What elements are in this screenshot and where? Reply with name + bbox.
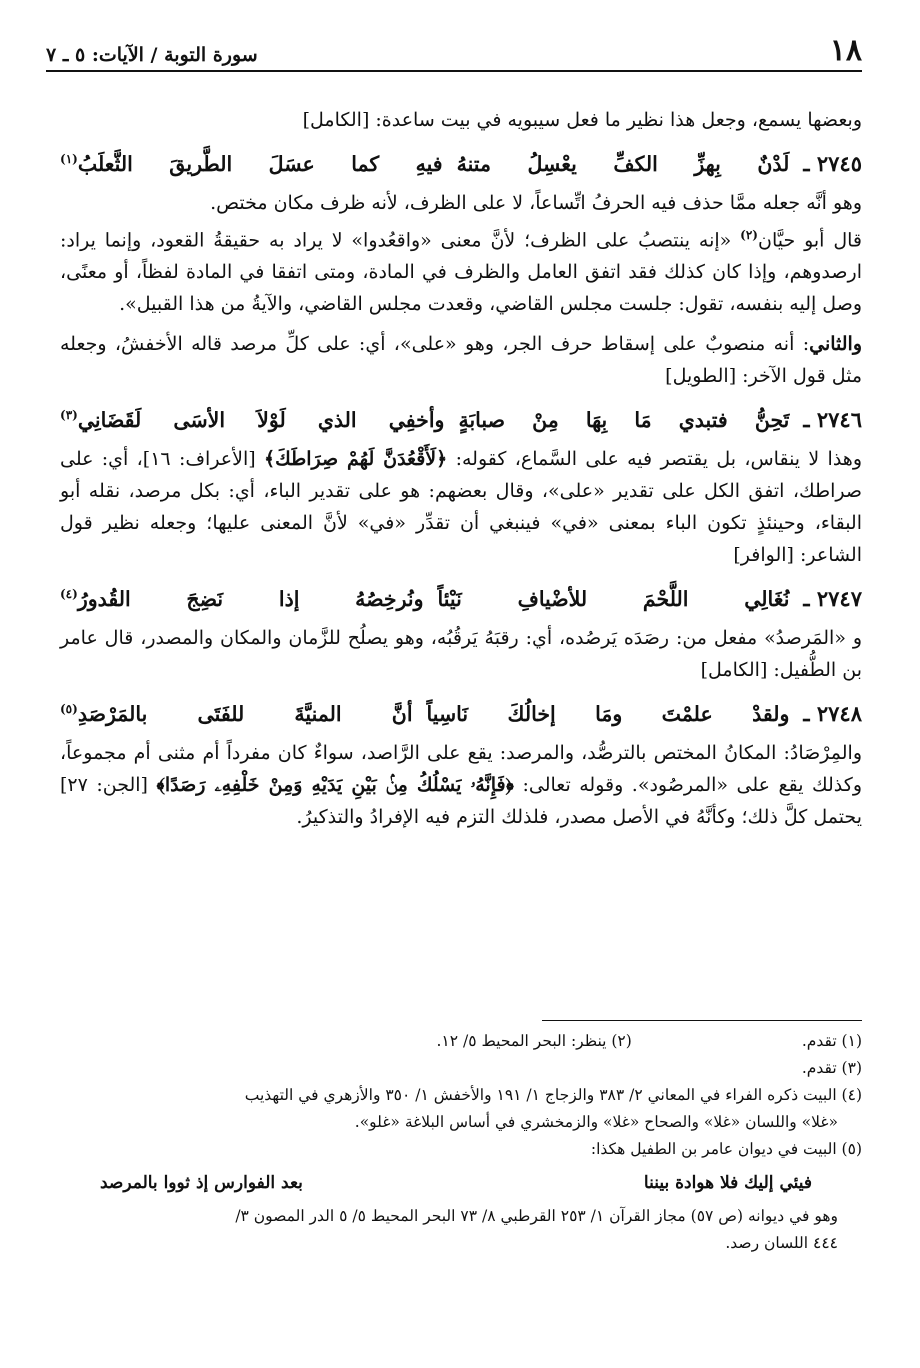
main-text [60, 104, 862, 833]
verse-second-hemistich: فيهِ كما عسَلَ الطَّريقَ الثَّعلَبُ$^{(١)}$ [60, 151, 443, 176]
paragraph: والمِرْصَادُ: المكانُ المختص بالترصُّد، والمرصد: يقع على الرَّاصد، سواءٌ كان مفرداً أم مثنى أم مجموعاً، وكذلك يقع على «المرصُود». وقوله تعالى: ﴿فَإِنَّهُۥ يَسْلُكُ مِنۢ بَيْنِ يَدَيْهِ وَمِنْ خَلْفِهِۦ رَصَدًا﴾ [الجن: ٢٧] يحتمل كلَّ ذلك؛ وكأنَّهُ في الأصل مصدر، فلذلك التزم فيه الإفرادُ والتذكيرُ. [60, 741, 862, 828]
verse-first-hemistich: نُغَالِي اللَّحْمَ للأضْيافِ نَيْئاً [437, 586, 790, 611]
verse-2745 [60, 136, 862, 187]
footnote-verse-second: بعد الفوارس إذ ثووا بالمرصد [100, 1173, 303, 1193]
verse-first-hemistich: لَدْنٌ بِهزِّ الكفِّ يعْسِلُ متنهُ [456, 151, 790, 176]
footnotes [60, 1028, 862, 1257]
footnote-4-continued: «غلا» واللسان «غلا» والصحاح «غلا» والزمخشري في أساس البلاغة «غلو». [354, 1113, 838, 1131]
verse-number: ٢٧٤٦ ـ [803, 406, 862, 432]
paragraph: و «المَرصدُ» مفعل من: رصَدَه يَرصُده، أي: رقبَهُ يَرقُبُه، وهو يصلُح للزَّمان والمكان والمصدر، قال عامر بن الطُّفيل: [الكامل] [60, 626, 862, 681]
verse-2746 [60, 392, 862, 443]
footnote-3: (٣) تقدم. [801, 1059, 862, 1077]
footnote-ref: (١) [60, 152, 78, 166]
page-number: ١٨ [829, 33, 862, 68]
footnote-2: (٢) ينظر: البحر المحيط ٥/ ١٢. [436, 1032, 632, 1050]
verse-second-hemistich: أنَّ المنيَّةَ للفَتَى بالمَرْصَدِ$^{(٥)}$ [59, 701, 413, 726]
paragraph: وهو أنَّه جعله ممَّا حذف فيه الحرفُ اتِّساعاً، لا على الظرف، لأنه ظرف مكان مختص. [210, 191, 862, 214]
verse-2747 [60, 571, 862, 622]
footnote-4: (٤) البيت ذكره الفراء في المعاني ٢/ ٣٨٣ والزجاج ١/ ١٩١ والأخفش ١/ ٣٥٠ والأزهري في التهذيب [244, 1086, 862, 1104]
bold-term: والثاني [809, 333, 862, 356]
verse-number: ٢٧٤٧ ـ [803, 585, 862, 611]
verse-second-hemistich: وأخفِي الذي لَوْلاَ الأسَى لَقَضَانِي$^{(٣)}$ [60, 407, 445, 432]
surah-title: سورة التوبة / الآيات: ٥ ـ ٧ [46, 44, 258, 66]
verse-first-hemistich: ولقدْ علمْتَ ومَا إخالُكَ نَاسِياً [426, 701, 790, 726]
paragraph: والثاني: أنه منصوبٌ على إسقاط حرف الجر، وهو «على»، أي: على كلِّ مرصد قاله الأخفشُ، وجعله مثل قول الآخر: [الطويل] [60, 333, 862, 388]
footnote-ref: (٥) [59, 701, 78, 716]
footnote-1: (١) تقدم. [801, 1032, 862, 1050]
footnote-5: (٥) البيت في ديوان عامر بن الطفيل هكذا: [590, 1140, 862, 1158]
paragraph: قال أبو حيَّان$^{(٢)}$ «إنه ينتصبُ على الظرف؛ لأنَّ معنى «واقعُدوا» لا يراد به حقيقةُ القعود، وإنما يراد: ارصدوهم، وإذا كان كذلك فقد اتفق العامل والظرف في المادة، ومتى اتفقا في المادة لفظاً، أو معنًى، وصل إليه بنفسه، تقول: جلست مجلس القاضي، وقعدت مجلس القاضي، والآيةُ من هذا القبيل». [60, 227, 862, 316]
footnote-row [60, 1028, 862, 1055]
verse-first-hemistich: تَحِنُّ فتبدي مَا بِهَا مِنْ صبابَةٍ [458, 407, 790, 432]
quran-quote: ﴿لَأَقْعُدَنَّ لَهُمْ صِرَاطَكَ﴾ [263, 447, 448, 470]
footnote-ref: (٤) [59, 586, 78, 601]
footnote-verse-first: فيئي إليك فلا هوادة بيننا [643, 1173, 812, 1193]
verse-number: ٢٧٤٥ ـ [803, 150, 862, 176]
verse-2748 [60, 686, 862, 737]
footnote-5-continued: وهو في ديوانه (ص ٥٧) مجاز القرآن ١/ ٢٥٣ القرطبي ٨/ ٧٣ البحر المحيط ٥/ ٥ الدر المصون ٣/ [235, 1207, 838, 1225]
footnote-verse [60, 1163, 862, 1203]
verse-second-hemistich: ونُرخِصُهُ إذا نَضِجَ القُدورُ$^{(٤)}$ [59, 586, 424, 611]
quran-quote: ﴿فَإِنَّهُۥ يَسْلُكُ مِنۢ بَيْنِ يَدَيْهِ وَمِنْ خَلْفِهِۦ رَصَدًا﴾ [156, 773, 514, 796]
paragraph: وهذا لا ينقاس، بل يقتصر فيه على السَّماع، كقوله: ﴿لَأَقْعُدَنَّ لَهُمْ صِرَاطَكَ﴾ [الأعراف: ١٦]، أي: على صراطك، اتفق الكل على تقدير «على»، وقال بعضهم: هو على تقدير الباء، أي: بكل مرصد، نقله أبو البقاء، وحينئذٍ تكون الباء بمعنى «في» فينبغي أن تقدِّر «في» لأنَّ المعنى عليها؛ وجعله نظير قول الشاعر: [الوافر] [60, 447, 863, 566]
footnote-divider [542, 1020, 862, 1021]
footnote-5-end: ٤٤٤ اللسان رصد. [725, 1234, 838, 1252]
paragraph: وبعضها يسمع، وجعل هذا نظير ما فعل سيبويه في بيت ساعدة: [الكامل] [302, 109, 862, 131]
verse-number: ٢٧٤٨ ـ [803, 700, 862, 726]
footnote-ref: (٢) [740, 227, 758, 242]
page-header [46, 30, 862, 72]
footnote-ref: (٣) [60, 408, 78, 423]
